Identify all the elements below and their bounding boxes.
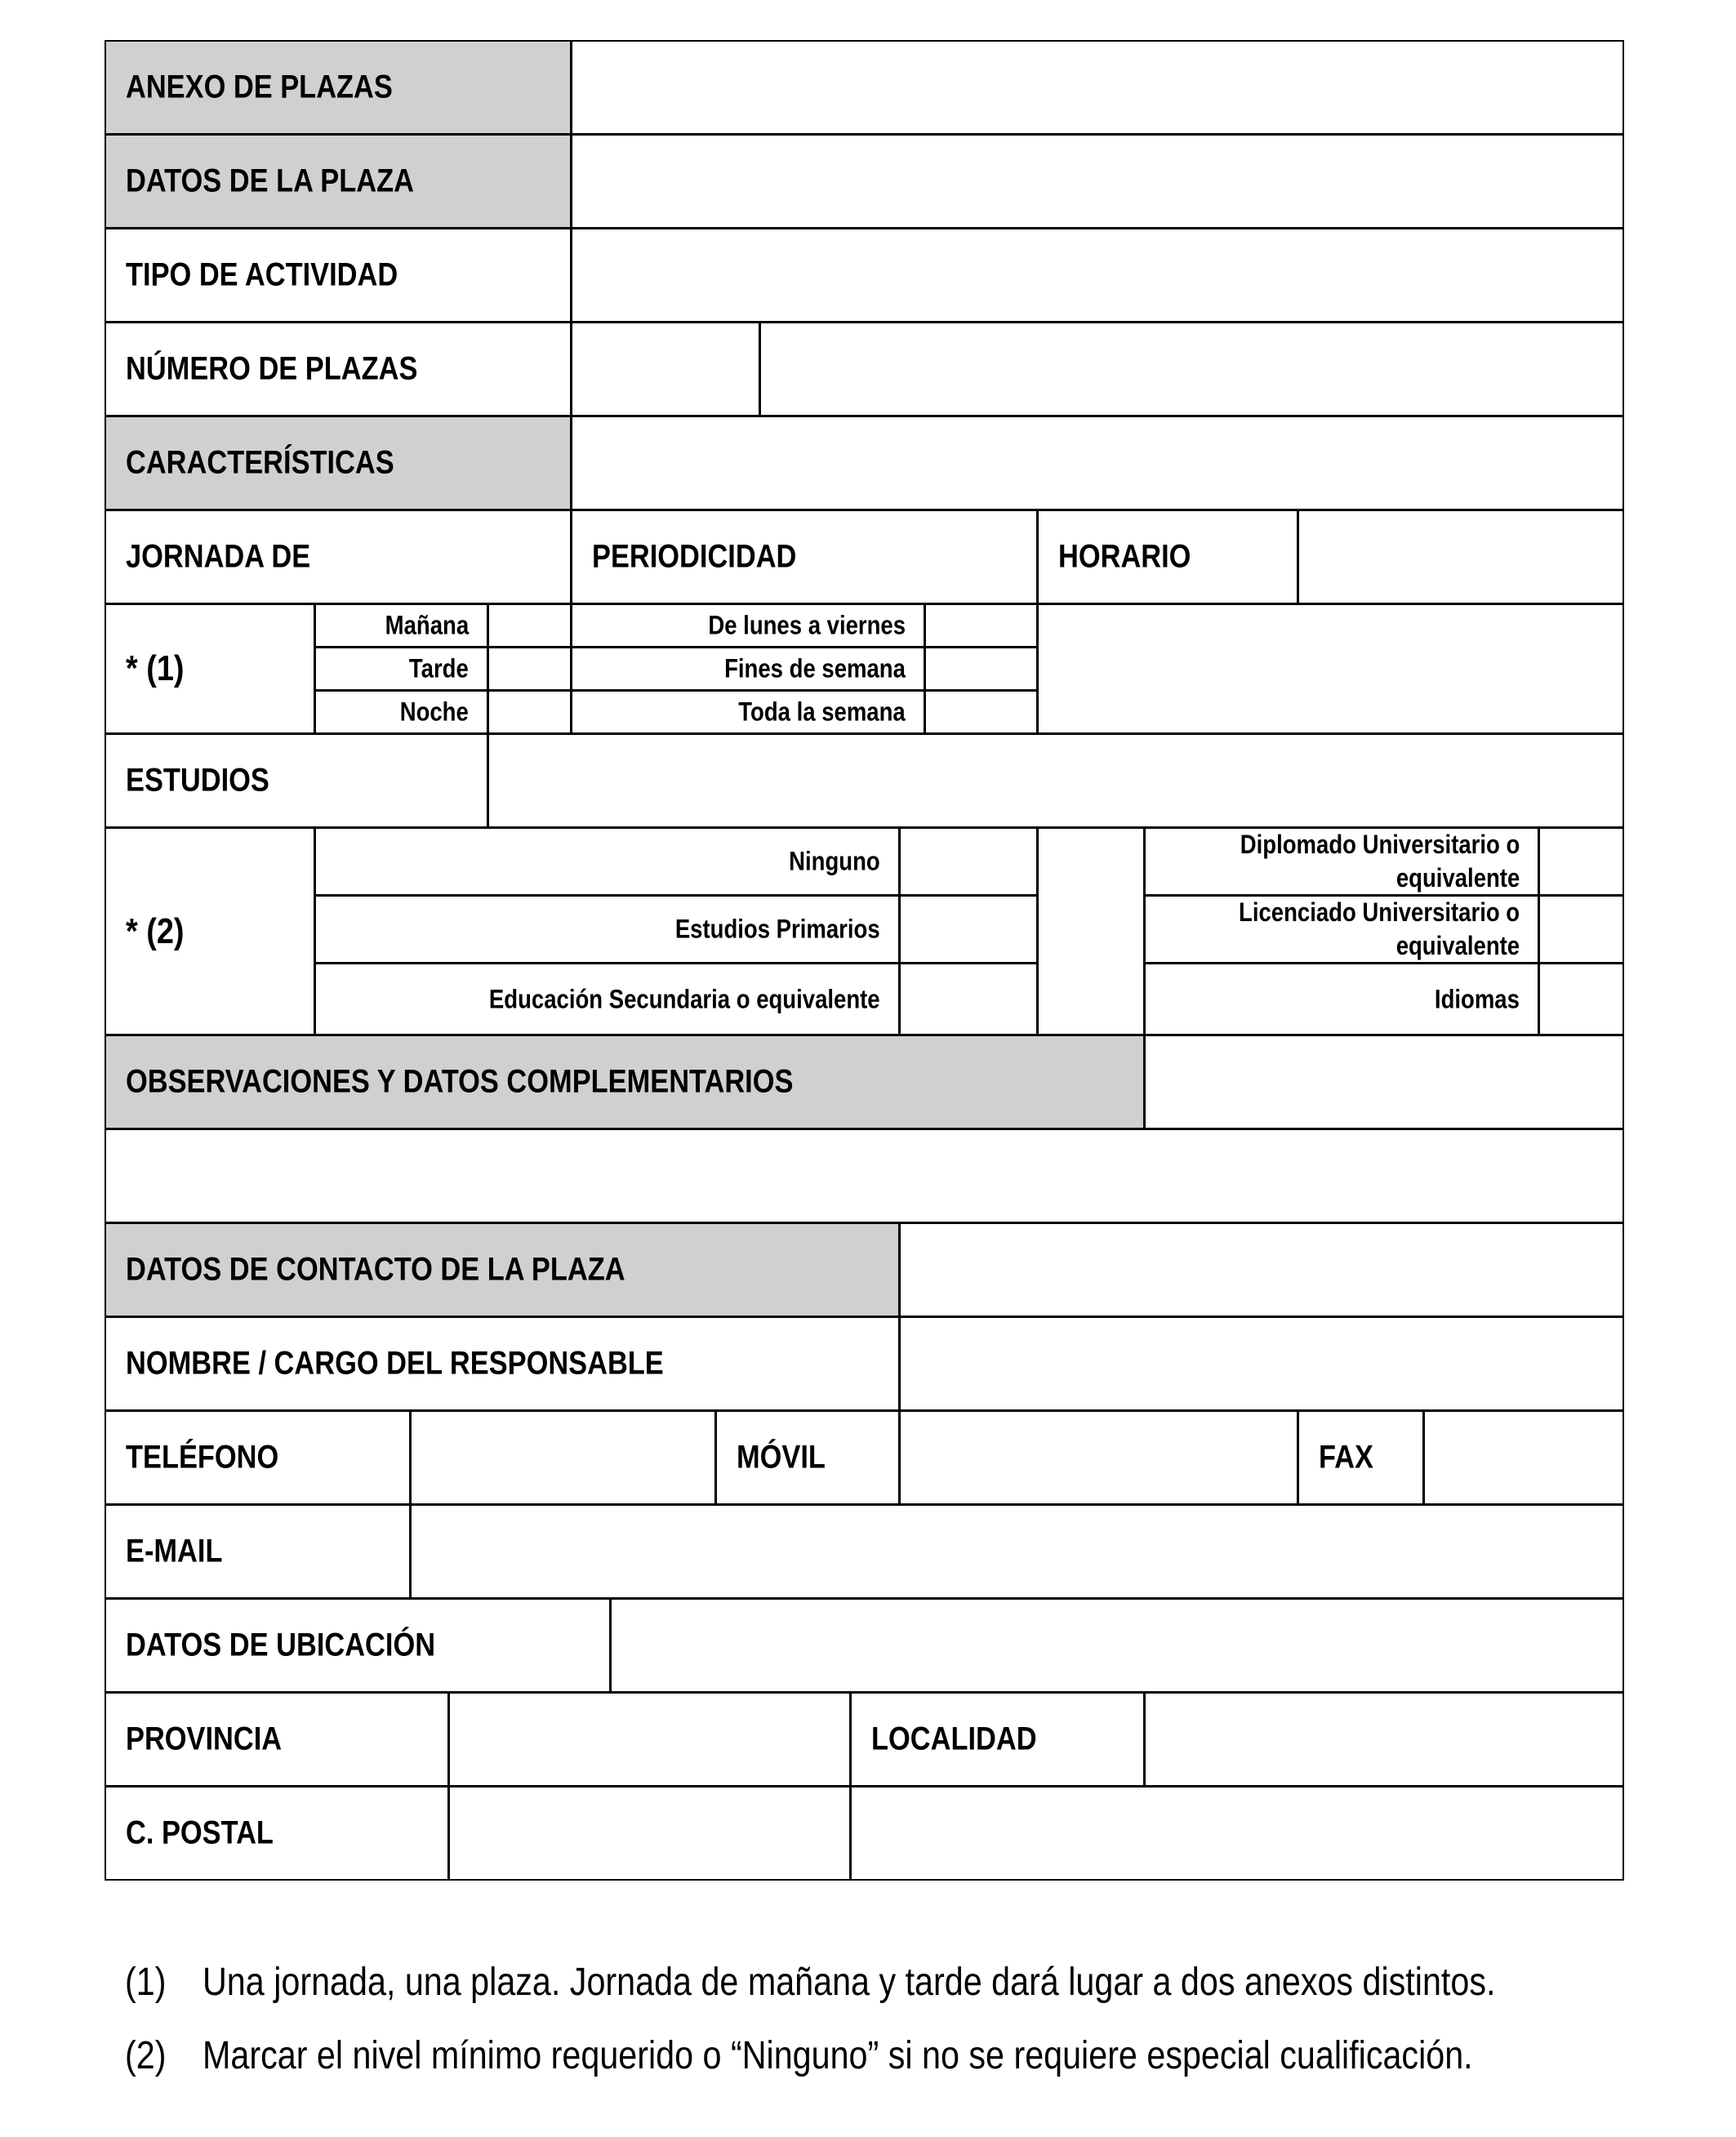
estudios-checkbox-secundaria[interactable]: [899, 963, 1038, 1035]
numero-plazas-field[interactable]: [571, 322, 760, 416]
horario-label: HORARIO: [1058, 538, 1191, 575]
tipo-actividad-row: [105, 228, 572, 323]
fax-field[interactable]: [1423, 1410, 1624, 1505]
movil-field[interactable]: [899, 1410, 1298, 1505]
estudios-option-idiomas: [1144, 963, 1539, 1035]
jornada-option-manana: [314, 603, 488, 648]
movil-row: [715, 1410, 900, 1505]
footnote-1-number: (1): [125, 1961, 167, 2004]
estudios-label: ESTUDIOS: [126, 762, 269, 799]
periodicidad-checkbox-fines-semana[interactable]: [924, 647, 1038, 691]
cpostal-row: [105, 1786, 449, 1881]
anexo-field[interactable]: [571, 40, 1624, 135]
provincia-row: [105, 1692, 449, 1787]
estudios-field[interactable]: [487, 733, 1624, 828]
periodicidad-checkbox-toda-semana[interactable]: [924, 690, 1038, 734]
jornada-checkbox-manana[interactable]: [487, 603, 572, 648]
horario-header: [1037, 510, 1298, 604]
estudios-option-ninguno: [314, 827, 900, 896]
mark-1: * (1): [126, 648, 185, 688]
estudios-option-licenciado: [1144, 895, 1539, 964]
numero-plazas-label: NÚMERO DE PLAZAS: [126, 350, 418, 387]
estudios-option-label: Estudios Primarios: [675, 914, 880, 944]
datos-plaza-header: [105, 134, 572, 229]
email-label: E-MAIL: [126, 1533, 223, 1569]
responsable-row: [105, 1316, 900, 1411]
observaciones-header: [105, 1035, 1145, 1129]
footnote-2-text: Marcar el nivel mínimo requerido o “Ninguno” si no se requiere especial cualificación.: [203, 2034, 1473, 2077]
caracteristicas-header: [105, 416, 572, 510]
horario-detail-field[interactable]: [1037, 603, 1624, 734]
periodicidad-header: [571, 510, 1038, 604]
telefono-row: [105, 1410, 411, 1505]
jornada-label: JORNADA DE: [126, 538, 311, 575]
estudios-option-label: Educación Secundaria o equivalente: [489, 984, 880, 1013]
periodicidad-option-toda-semana: [571, 690, 925, 734]
jornada-option-tarde: [314, 647, 488, 691]
localidad-field[interactable]: [1144, 1692, 1624, 1787]
contacto-field[interactable]: [899, 1222, 1624, 1317]
provincia-label: PROVINCIA: [126, 1721, 283, 1757]
telefono-label: TELÉFONO: [126, 1439, 279, 1476]
mark-2: * (2): [126, 910, 185, 951]
ubicacion-row: [105, 1598, 611, 1693]
jornada-checkbox-tarde[interactable]: [487, 647, 572, 691]
email-row: [105, 1504, 411, 1599]
estudios-checkbox-primarios[interactable]: [899, 895, 1038, 964]
cpostal-field[interactable]: [448, 1786, 851, 1881]
tipo-actividad-field[interactable]: [571, 228, 1624, 323]
periodicidad-option-label: Fines de semana: [724, 653, 906, 683]
telefono-field[interactable]: [410, 1410, 716, 1505]
fax-label: FAX: [1319, 1439, 1373, 1476]
cpostal-extra-field[interactable]: [850, 1786, 1624, 1881]
localidad-label: LOCALIDAD: [871, 1721, 1037, 1757]
periodicidad-option-label: De lunes a viernes: [708, 610, 906, 640]
horario-field[interactable]: [1298, 510, 1624, 604]
periodicidad-option-label: Toda la semana: [738, 697, 906, 727]
numero-plazas-extra-field[interactable]: [759, 322, 1624, 416]
ubicacion-label: DATOS DE UBICACIÓN: [126, 1627, 436, 1663]
contacto-header: [105, 1222, 900, 1317]
footnote-1-text: Una jornada, una plaza. Jornada de mañana y tarde dará lugar a dos anexos distintos.: [203, 1961, 1496, 2004]
jornada-checkbox-noche[interactable]: [487, 690, 572, 734]
responsable-label: NOMBRE / CARGO DEL RESPONSABLE: [126, 1345, 664, 1382]
periodicidad-label: PERIODICIDAD: [592, 538, 797, 575]
anexo-header: [105, 40, 572, 135]
movil-label: MÓVIL: [737, 1439, 826, 1476]
fax-row: [1298, 1410, 1424, 1505]
periodicidad-option-lunes-viernes: [571, 603, 925, 648]
estudios-option-primarios: [314, 895, 900, 964]
estudios-checkbox-idiomas[interactable]: [1538, 963, 1624, 1035]
jornada-option-noche: [314, 690, 488, 734]
periodicidad-option-fines-semana: [571, 647, 925, 691]
jornada-option-label: Mañana: [385, 610, 469, 640]
numero-plazas-row: [105, 322, 572, 416]
caracteristicas-label: CARACTERÍSTICAS: [126, 444, 394, 481]
jornada-option-label: Tarde: [409, 653, 469, 683]
estudios-option-label: Licenciado Universitario o equivalente: [1238, 897, 1520, 960]
provincia-field[interactable]: [448, 1692, 851, 1787]
datos-plaza-field[interactable]: [571, 134, 1624, 229]
cpostal-label: C. POSTAL: [126, 1814, 274, 1851]
footnote-2-number: (2): [125, 2034, 167, 2077]
responsable-field[interactable]: [899, 1316, 1624, 1411]
estudios-row: [105, 733, 488, 828]
estudios-checkbox-ninguno[interactable]: [899, 827, 1038, 896]
estudios-option-diplomado: [1144, 827, 1539, 896]
ubicacion-field[interactable]: [610, 1598, 1624, 1693]
contacto-label: DATOS DE CONTACTO DE LA PLAZA: [126, 1251, 625, 1288]
estudios-option-label: Ninguno: [789, 846, 880, 876]
observaciones-label: OBSERVACIONES Y DATOS COMPLEMENTARIOS: [126, 1063, 794, 1100]
tipo-actividad-label: TIPO DE ACTIVIDAD: [126, 256, 398, 293]
jornada-header: [105, 510, 572, 604]
mark-1-cell: [105, 603, 315, 734]
estudios-checkbox-diplomado[interactable]: [1538, 827, 1624, 896]
localidad-row: [850, 1692, 1145, 1787]
estudios-option-label: Diplomado Universitario o equivalente: [1240, 830, 1520, 893]
mark-2-cell: [105, 827, 315, 1035]
anexo-label: ANEXO DE PLAZAS: [126, 69, 393, 105]
periodicidad-checkbox-lunes-viernes[interactable]: [924, 603, 1038, 648]
observaciones-side-field[interactable]: [1144, 1035, 1624, 1129]
jornada-option-label: Noche: [399, 697, 469, 727]
email-field[interactable]: [410, 1504, 1624, 1599]
estudios-option-secundaria: [314, 963, 900, 1035]
caracteristicas-field[interactable]: [571, 416, 1624, 510]
estudios-option-label: Idiomas: [1435, 984, 1520, 1013]
estudios-checkbox-licenciado[interactable]: [1538, 895, 1624, 964]
estudios-spacer: [1037, 827, 1145, 1035]
observaciones-field[interactable]: [105, 1129, 1624, 1223]
datos-plaza-label: DATOS DE LA PLAZA: [126, 163, 414, 199]
